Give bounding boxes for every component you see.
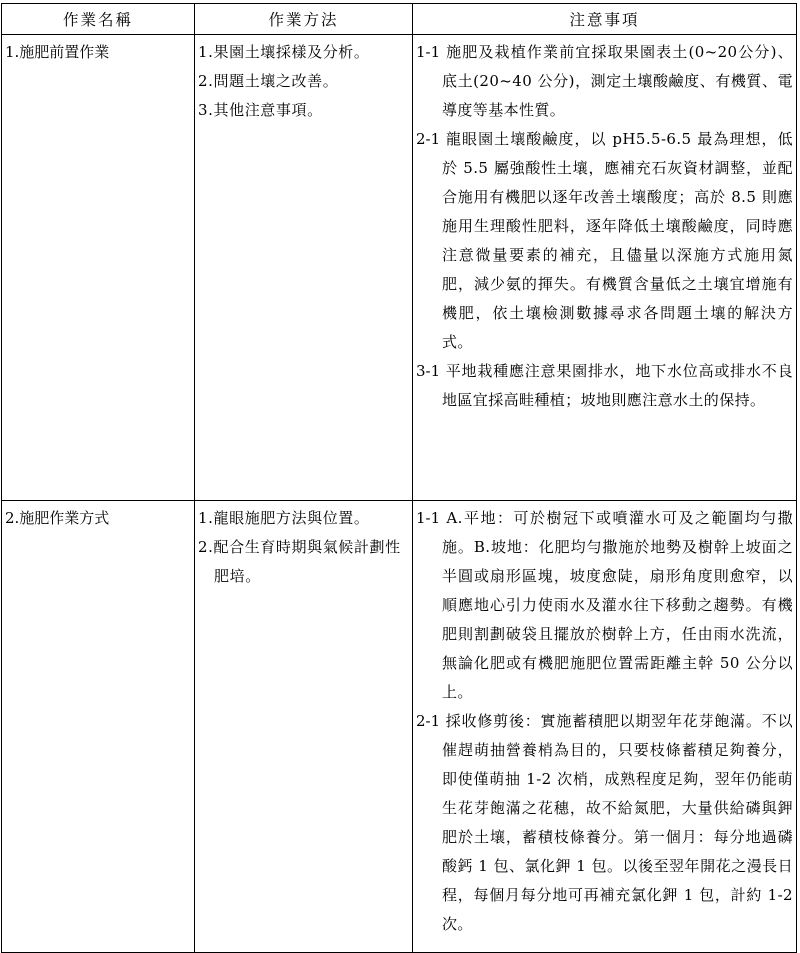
note-item [416, 357, 793, 415]
method-item: 1.果園土壤採樣及分析。 [198, 43, 370, 61]
table-row [2, 35, 797, 501]
method-item: 3.其他注意事項。 [198, 101, 323, 119]
header-notes: 注意事項 [413, 4, 797, 35]
task-name-cell [2, 501, 195, 953]
note-text: 施肥及栽植作業前宜採取果園表土(0~20公分)、底土(20~40 公分)，測定土壤酸鹼度、有機質、電導度等基本性質。 [440, 43, 793, 119]
header-task-name: 作業名稱 [2, 4, 195, 35]
task-name: 1.施肥前置作業 [5, 43, 110, 61]
notes-cell [413, 501, 797, 953]
note-text: 平地栽種應注意果園排水，地下水位高或排水不良地區宜採高畦種植；坡地則應注意水土的保持。 [440, 362, 793, 409]
note-text: 採收修剪後：實施蓄積肥以期翌年花芽飽滿。不以催趕萌抽營養梢為目的，只要枝條蓄積足夠養分，即使僅萌抽 1-2 次梢，成熟程度足夠，翌年仍能萌生花芽飽滿之花穗，故不給氮肥，大量供給磷與鉀肥於土壤，蓄積枝條養分。第一個月：每分地過磷酸鈣 1 包、氯化鉀 1 包。以後至翌年開花之漫長日程，每個月每分地可再補充氯化鉀 1 包，計約 1-2 次。 [440, 712, 793, 933]
task-method-cell [195, 501, 413, 953]
note-number: 1-1 [416, 509, 441, 527]
method-item: 2.配合生育時期與氣候計劃性肥培。 [198, 538, 401, 585]
header-row [2, 4, 797, 35]
note-number: 2-1 [416, 130, 441, 148]
note-item [416, 38, 793, 125]
fertilization-table [1, 3, 797, 953]
note-number: 3-1 [416, 362, 441, 380]
method-item: 1.龍眼施肥方法與位置。 [198, 509, 370, 527]
note-item [416, 707, 793, 939]
method-item: 2.問題土壤之改善。 [198, 72, 339, 90]
note-number: 1-1 [416, 43, 441, 61]
header-task-method: 作業方法 [195, 4, 413, 35]
task-name-cell [2, 35, 195, 501]
task-method-cell [195, 35, 413, 501]
note-item [416, 125, 793, 357]
note-text: A.平地：可於樹冠下或噴灌水可及之範圍均勻撒施。B.坡地：化肥均勻撒施於地勢及樹幹上坡面之半圓或扇形區塊，坡度愈陡，扇形角度則愈窄，以順應地心引力使雨水及灌水往下移動之趨勢。有機肥則割劃破袋且擺放於樹幹上方，任由雨水洗流，無論化肥或有機肥施肥位置需距離主幹 50 公分以上。 [440, 509, 793, 701]
table-row [2, 501, 797, 953]
note-item [416, 504, 793, 707]
note-number: 2-1 [416, 712, 441, 730]
task-name: 2.施肥作業方式 [5, 509, 110, 527]
note-text: 龍眼園土壤酸鹼度，以 pH5.5-6.5 最為理想，低於 5.5 屬強酸性土壤，應補充石灰資材調整，並配合施用有機肥以逐年改善土壤酸度；高於 8.5 則應施用生理酸性肥料，逐年降低土壤酸鹼度，同時應注意微量要素的補充，且儘量以深施方式施用氮肥，減少氨的揮失。有機質含量低之土壤宜增施有機肥，依土壤檢測數據尋求各問題土壤的解決方式。 [440, 130, 793, 351]
notes-cell [413, 35, 797, 501]
